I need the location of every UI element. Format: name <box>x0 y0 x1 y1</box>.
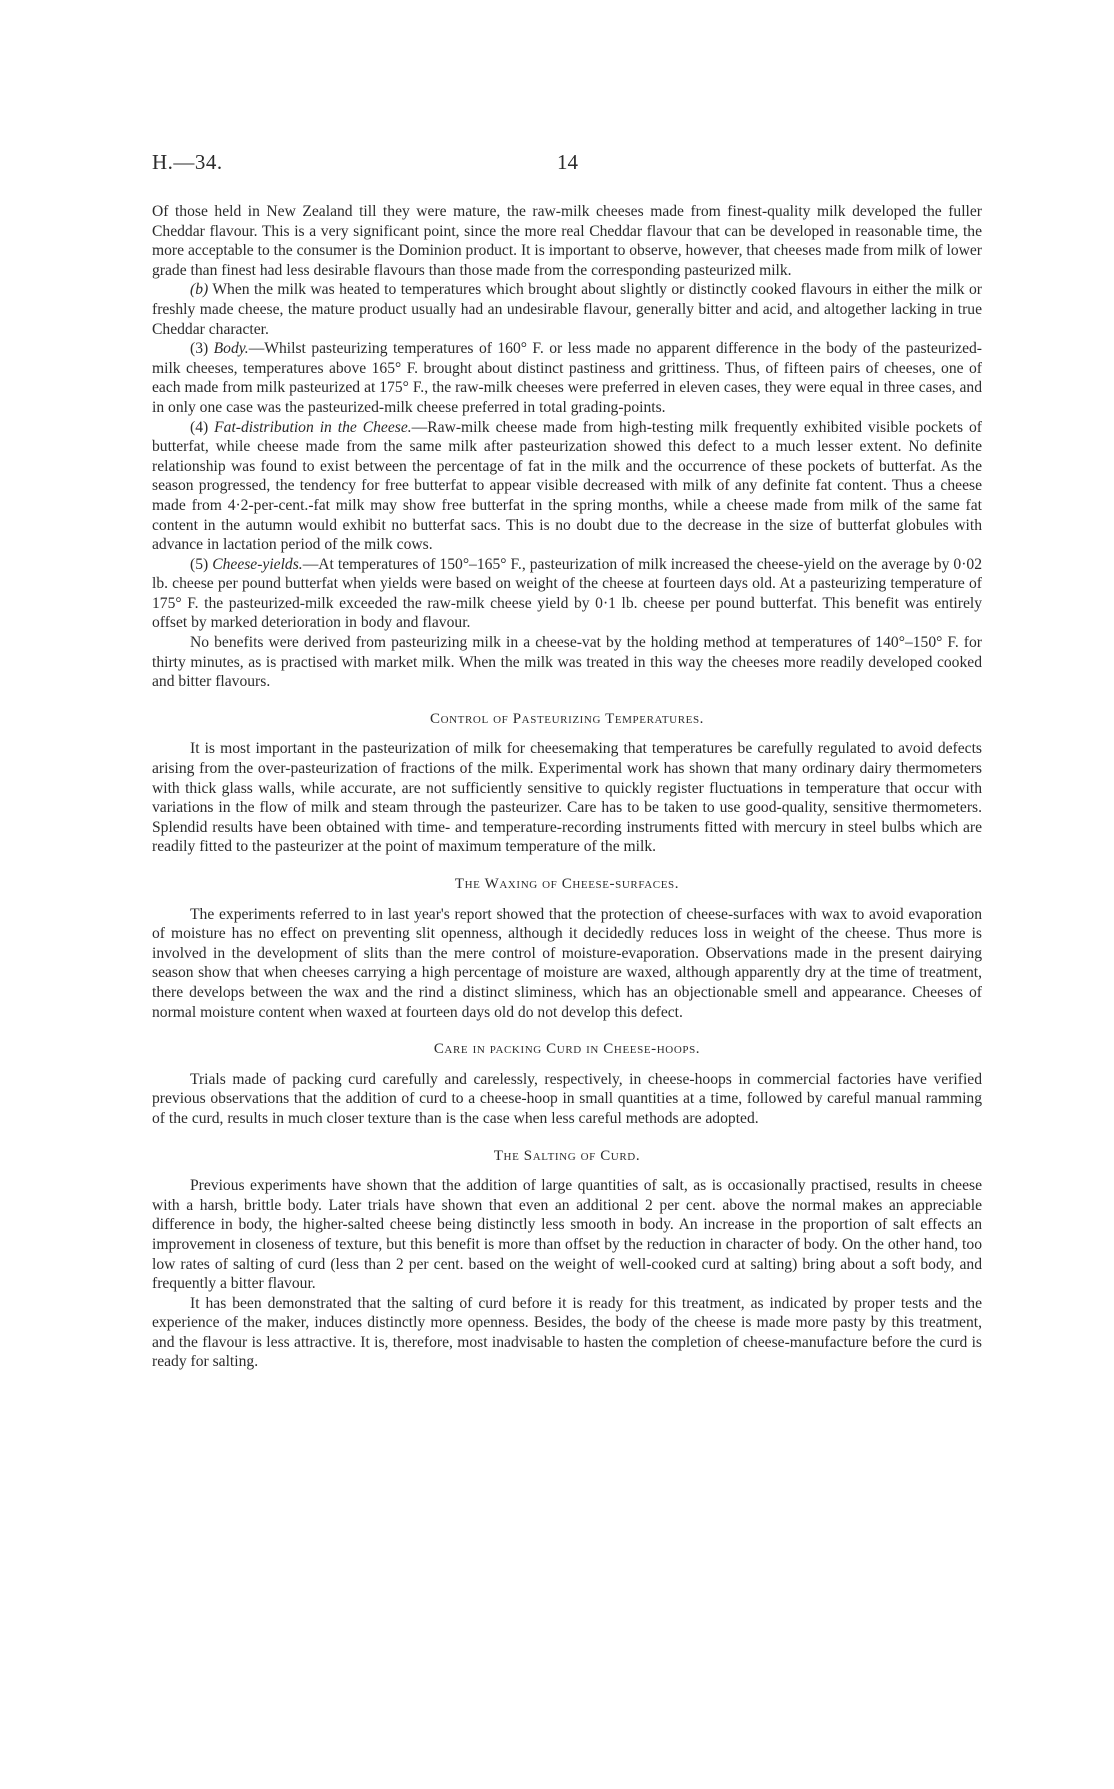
paragraph: It is most important in the pasteurization of milk for cheesemaking that temperatures be carefully regulated to avoid defects arising from the over-pasteurization of fractions of the milk. Experimental work has shown that many ordinary dairy thermometers with thick glass walls, while accurate, are not sufficiently sensitive to quickly register fluctuations in temperature that occur with variations in the flow of milk and steam through the pasteurizer. Care has to be taken to use good-quality, sensitive thermometers. Splendid results have been obtained with time- and temperature-recording instruments fitted with mercury in steel bulbs which are readily fitted to the pasteurizer at the point of maximum temperature of the milk. <box>152 740 982 856</box>
item-number: (5) <box>190 555 213 573</box>
paragraph: The experiments referred to in last year's report showed that the protection of cheese-surfaces with wax to avoid evaporation of moisture has no effect on preventing slit openness, although it decidedly reduces loss in weight of the cheese. Thus more is involved in the development of slits than the mere control of moisture-evaporation. Observations made in the present dairying season show that when cheeses carrying a high percentage of moisture are waxed, although apparently dry at the time of treatment, there develops between the wax and the rind a distinct sliminess, which has an objectionable smell and appearance. Cheeses of normal moisture content when waxed at fourteen days old do not develop this defect. <box>152 905 982 1021</box>
paragraph: No benefits were derived from pasteurizing milk in a cheese-vat by the holding method at temperatures of 140°–150° F. for thirty minutes, as is practised with market milk. When the milk was treated in this way the cheeses more readily developed cooked and bitter flavours. <box>152 634 982 691</box>
page-header <box>152 150 982 180</box>
paragraph: Trials made of packing curd carefully and carelessly, respectively, in cheese-hoops in commercial factories have verified previous observations that the addition of curd to a cheese-hoop in small quantities at a time, followed by careful manual ramming of the curd, results in much closer texture than is the case when less careful methods are adopted. <box>152 1070 982 1127</box>
paragraph-text: —At temperatures of 150°–165° F., pasteurization of milk increased the cheese-yield on the average by 0·02 lb. cheese per pound butterfat when yields were based on weight of the cheese at fourteen days old. At a pasteurizing temperature of 175° F. the pasteurized-milk exceeded the raw-milk cheese yield by 0·1 lb. cheese per pound butterfat. This benefit was entirely offset by marked deterioration in body and flavour. <box>152 555 982 632</box>
item-label: (b) <box>190 281 209 299</box>
paragraph <box>152 555 982 633</box>
paragraph-text: —Whilst pasteurizing temperatures of 160° F. or less made no apparent difference in the body of the pasteurized-milk cheeses, temperatures above 165° F. brought about distinct pastiness and grittiness. Thus, of fifteen pairs of cheeses, one of each made from milk pasteurized at 175° F., the raw-milk cheeses were preferred in eleven cases, they were equal in three cases, and in only one case was the pasteurized-milk cheese preferred in total grading-points. <box>152 340 982 416</box>
paragraph <box>152 280 982 339</box>
paragraph <box>152 339 982 417</box>
paragraph-text: When the milk was heated to temperatures which brought about slightly or distinctly cooked flavours in either the milk or freshly made cheese, the mature product usually had an undesirable flavour, generally bitter and acid, and altogether lacking in true Cheddar character. <box>152 281 982 338</box>
item-title: Cheese-yields. <box>212 555 303 573</box>
item-title: Body. <box>213 340 249 358</box>
item-title: Fat-distribution in the Cheese. <box>214 418 412 436</box>
section-heading: Control of Pasteurizing Temperatures. <box>429 710 705 727</box>
paragraph: Of those held in New Zealand till they were mature, the raw-milk cheeses made from finest-quality milk developed the fuller Cheddar flavour. This is a very significant point, since the more real Cheddar flavour that can be developed in reasonable time, the more acceptable to the consumer is the Dominion product. It is important to observe, however, that cheeses made from milk of lower grade than finest had less desirable flavours than those made from the corresponding pasteurized milk. <box>152 203 982 279</box>
paragraph-text: —Raw-milk cheese made from high-testing milk frequently exhibited visible pockets of butterfat, while cheese made from the same milk after pasteurization showed this defect to a much lesser extent. No definite relationship was found to exist between the percentage of fat in the milk and the occurrence of these pockets of butterfat. As the season progressed, the tendency for free butterfat to appear visible decreased with milk of any definite fat content. Thus a cheese made from 4·2-per-cent.-fat milk may show free butterfat in the spring months, while a cheese made from milk of the same fat content in the autumn would exhibit no butterfat sacs. This is no doubt due to the decrease in the size of butterfat globules with advance in lactation period of the milk cows. <box>152 418 982 554</box>
document-reference: H.—34. <box>152 150 223 174</box>
item-number: (4) <box>190 418 215 436</box>
section-heading: The Waxing of Cheese-surfaces. <box>454 876 680 892</box>
section-heading: Care in packing Curd in Cheese-hoops. <box>433 1041 701 1058</box>
section-heading: The Salting of Curd. <box>493 1147 641 1164</box>
page-number: 14 <box>557 150 578 174</box>
paragraph: It has been demonstrated that the salting of curd before it is ready for this treatment, as indicated by proper tests and the experience of the maker, induces distinctly more openness. Besides, the body of the cheese is made more pasty by this treatment, and the flavour is less attractive. It is, therefore, most inadvisable to hasten the completion of cheese-manufacture before the curd is ready for salting. <box>152 1294 982 1371</box>
paragraph: Previous experiments have shown that the addition of large quantities of salt, as is occasionally practised, results in cheese with a harsh, brittle body. Later trials have shown that even an additional 2 per cent. above the normal makes an appreciable difference in body, the higher-salted cheese being distinctly less smooth in body. An increase in the proportion of salt effects an improvement in closeness of texture, but this benefit is more than offset by the reduction in character of body. On the other hand, too low rates of salting of curd (less than 2 per cent. based on the weight of well-cooked curd at salting) bring about a soft body, and frequently a bitter flavour. <box>152 1177 982 1293</box>
document-body <box>152 202 982 1372</box>
item-number: (3) <box>190 340 214 358</box>
paragraph <box>152 418 982 555</box>
